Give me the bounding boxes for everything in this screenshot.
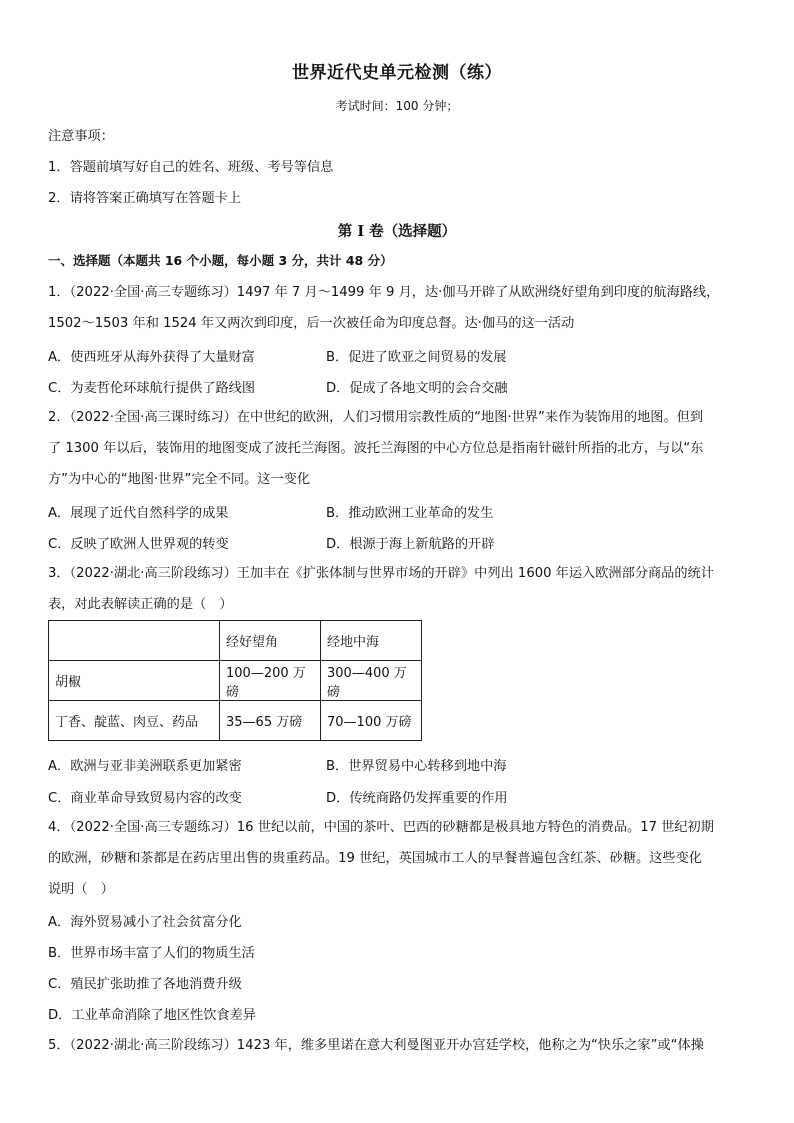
question-3-line: 表，对此表解读正确的是（ ）: [48, 597, 233, 612]
question-2-option-c[interactable]: C．反映了欧洲人世界观的转变: [48, 537, 229, 552]
question-1-line: 1502～1503 年和 1524 年又两次到印度，后一次被任命为印度总督。达·伽马的这一活动: [48, 316, 575, 331]
question-4-line: 的欧洲，砂糖和茶都是在药店里出售的贵重药品。19 世纪，英国城市工人的早餐普遍包含红茶、砂糖。这些变化: [48, 851, 702, 866]
question-2-option-d[interactable]: D．根源于海上新航路的开辟: [326, 537, 495, 552]
table-cell: 丁香、靛蓝、肉豆、药品: [49, 701, 220, 741]
question-2-option-b[interactable]: B．推动欧洲工业革命的发生: [326, 506, 494, 521]
question-1-option-d[interactable]: D．促成了各地文明的会合交融: [326, 381, 508, 396]
question-4-option-c[interactable]: C．殖民扩张助推了各地消费升级: [48, 977, 242, 992]
question-2-line: 了 1300 年以后，装饰用的地图变成了波托兰海图。波托兰海图的中心方位总是指南针磁针所指的北方，与以“东: [48, 441, 704, 456]
question-4-option-d[interactable]: D．工业革命消除了地区性饮食差异: [48, 1008, 256, 1023]
page-title: 世界近代史单元检测（练）: [292, 63, 502, 83]
question-5-line: 5．（2022·湖北·高三阶段练习）1423 年，维多里诺在意大利曼图亚开办宫廷学校，他称之为“快乐之家”或“体操: [48, 1038, 704, 1053]
question-4-option-a[interactable]: A．海外贸易减小了社会贫富分化: [48, 915, 242, 930]
table-cell: 胡椒: [49, 661, 220, 701]
table-row: [49, 661, 422, 701]
table-header: 经好望角: [220, 621, 321, 661]
table-cell: 35—65 万磅: [220, 701, 321, 741]
question-3-option-b[interactable]: B．世界贸易中心转移到地中海: [326, 759, 507, 774]
table-cell: 300—400 万磅: [321, 661, 422, 701]
commodity-table: [48, 620, 422, 741]
table-cell: 100—200 万磅: [220, 661, 321, 701]
table-header: 经地中海: [321, 621, 422, 661]
section-title: 第 I 卷（选择题）: [337, 223, 457, 240]
question-1-line: 1．（2022·全国·高三专题练习）1497 年 7 月～1499 年 9 月，达·伽马开辟了从欧洲绕好望角到印度的航海路线，: [48, 285, 720, 300]
question-3-option-d[interactable]: D．传统商路仍发挥重要的作用: [326, 791, 508, 806]
note-item: 1．答题前填写好自己的姓名、班级、考号等信息: [48, 160, 334, 175]
question-4-line: 说明（ ）: [48, 882, 114, 897]
question-3-option-a[interactable]: A．欧洲与亚非美洲联系更加紧密: [48, 759, 242, 774]
note-item: 2．请将答案正确填写在答题卡上: [48, 191, 242, 206]
table-row: [49, 701, 422, 741]
question-1-option-c[interactable]: C．为麦哲伦环球航行提供了路线图: [48, 381, 256, 396]
table-cell: [49, 621, 220, 661]
question-2-line: 方”为中心的“地图·世界”完全不同。这一变化: [48, 472, 311, 487]
question-1-option-b[interactable]: B．促进了欧亚之间贸易的发展: [326, 350, 507, 365]
exam-time: 考试时间：100 分钟；: [335, 99, 459, 113]
part-heading: 一、选择题（本题共 16 个小题，每小题 3 分，共计 48 分）: [48, 253, 393, 268]
table-header-row: [49, 621, 422, 661]
question-4-line: 4．（2022·全国·高三专题练习）16 世纪以前，中国的茶叶、巴西的砂糖都是极具地方特色的消费品。17 世纪初期: [48, 820, 714, 835]
question-3-option-c[interactable]: C．商业革命导致贸易内容的改变: [48, 791, 242, 806]
question-2-option-a[interactable]: A．展现了近代自然科学的成果: [48, 506, 229, 521]
table-cell: 70—100 万磅: [321, 701, 422, 741]
notes-heading: 注意事项：: [48, 129, 114, 144]
question-2-line: 2．（2022·全国·高三课时练习）在中世纪的欧洲，人们习惯用宗教性质的“地图·世界”来作为装饰用的地图。但到: [48, 410, 704, 425]
question-1-option-a[interactable]: A．使西班牙从海外获得了大量财富: [48, 350, 255, 365]
question-4-option-b[interactable]: B．世界市场丰富了人们的物质生活: [48, 946, 255, 961]
question-3-line: 3．（2022·湖北·高三阶段练习）王加丰在《扩张体制与世界市场的开辟》中列出 1600 年运入欧洲部分商品的统计: [48, 566, 714, 581]
